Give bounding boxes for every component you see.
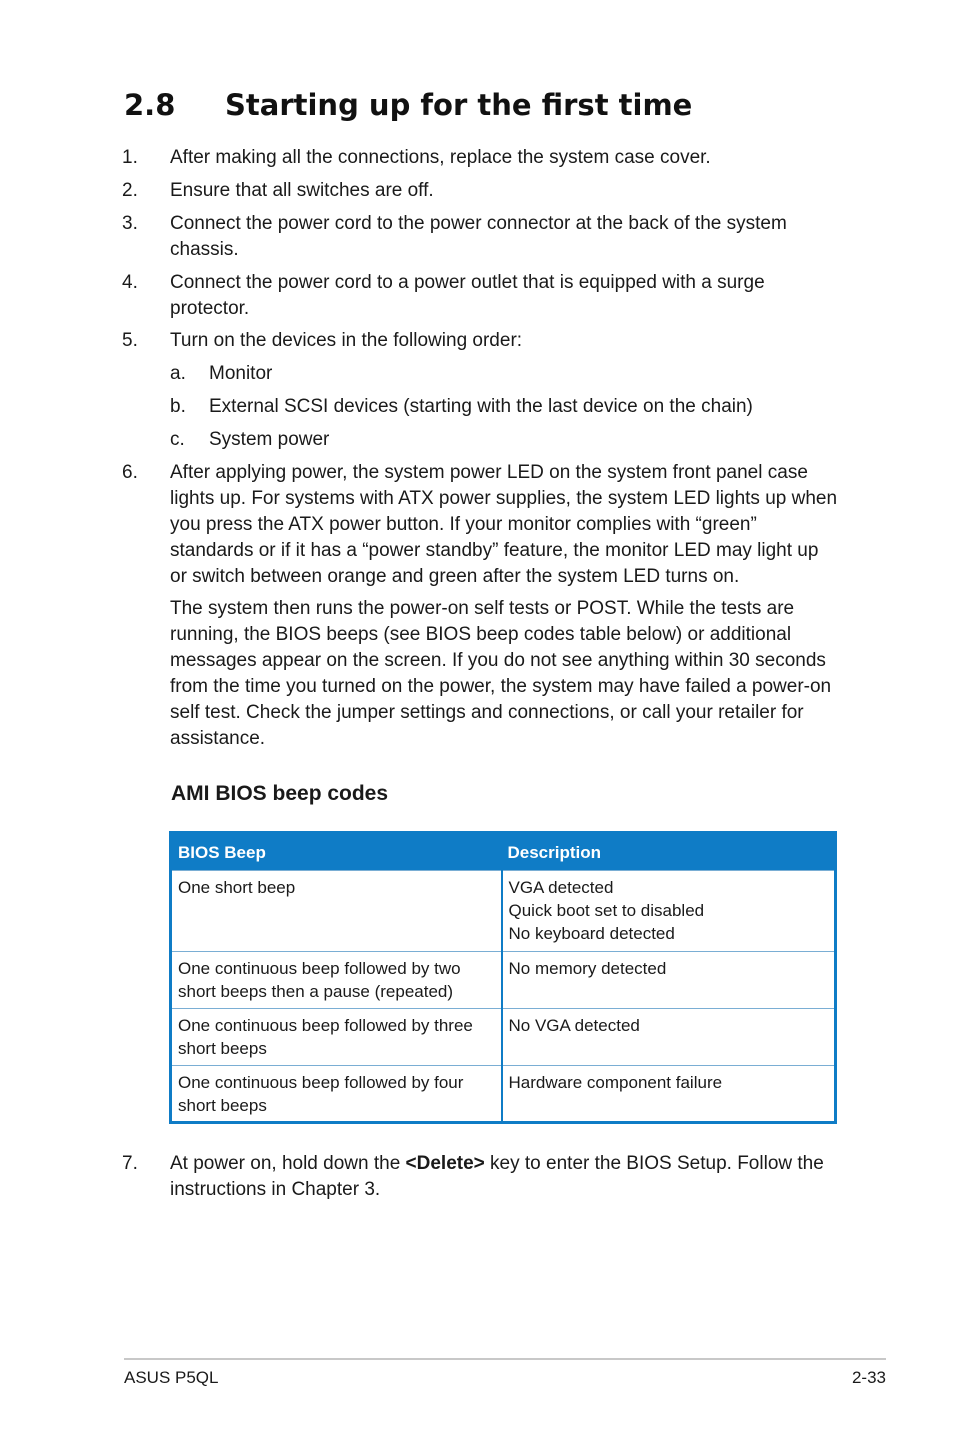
description-line: No keyboard detected xyxy=(508,924,675,943)
footer-product: ASUS P5QL xyxy=(124,1368,219,1387)
description-cell xyxy=(502,1066,836,1123)
table-row xyxy=(171,952,836,1009)
table-title: AMI BIOS beep codes xyxy=(171,782,389,805)
section-heading xyxy=(124,88,692,122)
substep-letter: c. xyxy=(170,429,185,450)
description-line: Quick boot set to disabled xyxy=(508,901,705,920)
table-header-row xyxy=(171,833,836,871)
step-number: 1. xyxy=(122,147,138,168)
beep-cell: One short beep xyxy=(171,871,502,952)
step-text: Connect the power cord to a power outlet that is equipped with a surge protector. xyxy=(170,272,765,319)
description-line: VGA detected xyxy=(508,878,614,897)
delete-key-label: <Delete> xyxy=(405,1153,485,1174)
step-number: 3. xyxy=(122,213,138,234)
substep-letter: b. xyxy=(170,396,186,417)
description-line: No VGA detected xyxy=(508,1016,640,1035)
beep-cell: One continuous beep followed by four short beeps xyxy=(171,1066,502,1123)
description-line: Hardware component failure xyxy=(508,1073,723,1092)
substep-text: System power xyxy=(209,429,330,450)
substep-letter: a. xyxy=(170,363,186,384)
step-text: Ensure that all switches are off. xyxy=(170,180,434,201)
table-row xyxy=(171,871,836,952)
table-row xyxy=(171,1066,836,1123)
step-text: After applying power, the system power LED on the system front panel case lights up. For systems with ATX power supplies, the system LED lights up when you press the ATX power button. If your monitor complies with “green” standards or if it has a “power standby” feature, the monitor LED may light up or switch between orange and green after the system LED turns on. xyxy=(170,462,838,587)
step-number: 5. xyxy=(122,330,138,351)
step-text-after: key to enter the BIOS Setup. Follow the instructions in Chapter 3. xyxy=(170,1153,824,1200)
description-line: No memory detected xyxy=(508,959,667,978)
description-cell xyxy=(502,952,836,1009)
section-number: 2.8 xyxy=(124,88,176,122)
step-number: 7. xyxy=(122,1153,138,1174)
step-number: 6. xyxy=(122,462,138,483)
step-text-before: At power on, hold down the xyxy=(170,1153,406,1174)
footer-page-number: 2-33 xyxy=(851,1368,886,1387)
beep-cell: One continuous beep followed by two short beeps then a pause (repeated) xyxy=(171,952,502,1009)
description-cell xyxy=(502,1009,836,1066)
section-title: Starting up for the first time xyxy=(225,88,693,122)
beep-cell: One continuous beep followed by three short beeps xyxy=(171,1009,502,1066)
beep-codes-table xyxy=(169,831,837,1124)
step-number: 4. xyxy=(122,272,138,293)
post-paragraph: The system then runs the power-on self tests or POST. While the tests are running, the BIOS beeps (see BIOS beep codes table below) or additional messages appear on the screen. If you do not see anything within 30 seconds from the time you turned on the power, the system may have failed a power-on self test. Check the jumper settings and connections, or call your retailer for assistance. xyxy=(170,598,832,749)
substep-text: Monitor xyxy=(209,363,273,384)
header-description: Description xyxy=(502,833,836,871)
step-number: 2. xyxy=(122,180,138,201)
step-text: After making all the connections, replace the system case cover. xyxy=(170,147,711,168)
substep-text: External SCSI devices (starting with the last device on the chain) xyxy=(209,396,753,417)
step-text xyxy=(170,1151,840,1203)
step-text: Connect the power cord to the power connector at the back of the system chassis. xyxy=(170,213,787,260)
header-bios-beep: BIOS Beep xyxy=(171,833,502,871)
description-cell xyxy=(502,871,836,952)
table-row xyxy=(171,1009,836,1066)
step-text: Turn on the devices in the following order: xyxy=(170,330,523,351)
footer-divider xyxy=(124,1358,886,1360)
